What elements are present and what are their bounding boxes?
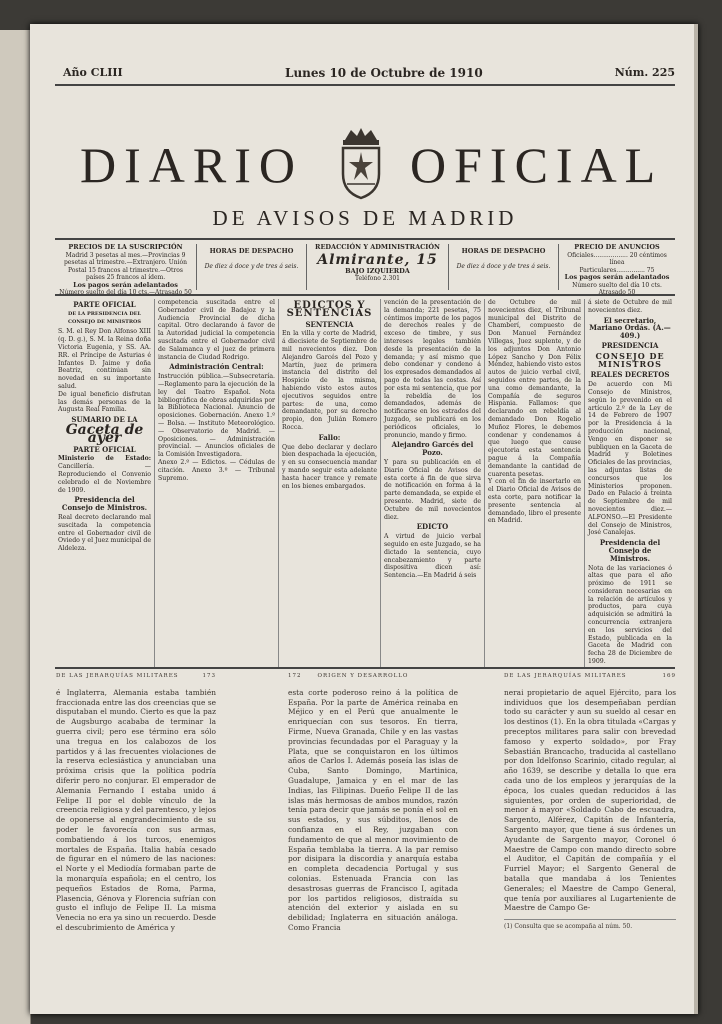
fallo-heading: Fallo: — [318, 432, 341, 442]
running-header: DE LAS JERARQUÍAS MILITARES — [56, 673, 179, 679]
judge-signature: Alejandro Garcés del Pozo. — [391, 440, 474, 458]
ads-box — [559, 243, 675, 296]
cancilleria-text: Cancillería. — Reproduciendo el Convenio celebrado el de Noviembre de 1909. — [58, 463, 151, 494]
editorial-address: Almirante, 15 — [317, 251, 438, 268]
subscription-box — [55, 243, 197, 296]
year-label: Año CLIII — [63, 66, 123, 79]
page-number: 172 — [288, 673, 302, 679]
edicto-text: A virtud de juicio verbal seguido en este Juzgado, se ha dictado la sentencia, cuyo encabezamiento y parte dispositiva dicen así: Sentencia.—En Madrid á seis — [384, 533, 481, 580]
fallo-text: Que debo declarar y declaro bien despachada la ejecución, y en su consecuencia mandar y mando seguir esta adelante hasta hacer trance y remate en los bienes embargados. — [282, 443, 377, 490]
presidencia-consejo-label: Presidencia del Consejo de Ministros. — [61, 495, 148, 513]
running-header: DE LAS JERARQUÍAS MILITARES — [504, 673, 627, 679]
nota-text: Nota de las variaciones ó altas que para el año próximo de 1911 se consideran necesarias en la relación de artículos y productos, para cuya adquisición se admitirá la concurrencia extranjera en los servicios del Estado, publicada en la Gaceta de Madrid con fecha 28 de Diciembre de 1909. — [588, 564, 672, 666]
left-page-edge — [0, 30, 31, 1024]
ministerio-estado-label: Ministerio de Estado: — [58, 455, 151, 463]
royal-family-text: De igual beneficio disfrutan las demás personas de la Augusta Real Familia. — [58, 390, 151, 414]
newspaper-subtitle: DE AVISOS DE MADRID — [212, 206, 518, 230]
page-number: 173 — [202, 673, 216, 679]
reales-decretos-heading: REALES DECRETOS — [590, 370, 670, 380]
competencia-text: competencia suscitada entre el Gobernador civil de Badajoz y la Audiencia Provincial de dicha capital. Otro declarando á favor de la Autoridad judicial la competencia suscitada entre el Gobernador civil de Salamanca y el juez de primera instancia de Ciudad Rodrigo. — [158, 299, 275, 361]
administracion-central-label: Administración Central: — [169, 362, 264, 372]
office-hours2-title: HORAS DE DESPACHO — [461, 247, 546, 255]
consejo-ministros-heading: CONSEJO DE MINISTROS — [595, 350, 665, 369]
column-2 — [155, 299, 279, 669]
newspaper-title — [55, 124, 675, 204]
page-number: 169 — [662, 673, 676, 679]
book-text: nerai propietario de aquel Ejército, para los individuos que los desempeñaban perdían todo su carácter y aun su sueldo al cesar en los destinos (1). En la obra titulada «Cargas y preceptos militares para salir con brevedad famoso y experto soldado», por Fray Sebastián Brancacho, traducida al castellano por don Idelfonso Scarinio, citado regular, al año 1639, se describe y detalla lo que era cada uno de los empleos y jerarquías de la época, los cuales quedan reducidos á las siguientes, por orden de superioridad, de menor á mayor «Soldado Cabo de escuadra, Sargento, Alférez, Capitán de Infantería, Sargento mayor, que tiene á sus órdenes un Ayudante de Sargento mayor, Coronel ó Maestre de Campo con mando directo sobre el Auditor, el Capitán de compañía y el Furriel Mayor; el Sargento General de batalla que mandaba á los Tenientes Generales; el Maestre de Campo General, que tenía por auxiliares al Lugarteniente de Maestre de Campo Ge- — [504, 687, 676, 913]
royal-health-text: S. M. el Rey Don Alfonso XIII (q. D. g.), S. M. la Reina doña Victoria Eugenia, y SS. AA. RR. el Príncipe de Asturias é Infantes D. Jaime y doña Beatriz, continúan sin novedad en su importante salud. — [58, 328, 151, 390]
editorial-box — [307, 244, 449, 290]
subscription-title: PRECIOS DE LA SUSCRIPCIÓN — [68, 243, 183, 251]
book-page-173 — [56, 672, 216, 972]
book-text: esta corte poderoso reino á la política de España. Por la parte de América reinaba en Méjico y en el Perú que anualmente le enriquecían con sus tesoros. En tierra, Firme, Nueva Granada, Chile y en las vastas provincias fecundadas por el Paraguay y la Plata, que se conquistaron en los últimos años de Carlos I. Además poseía las islas de Cuba, Santo Domingo, Martinica, Guadalupe, Jamaica y en el mar de las Indias, las Filipinas. Dueño Felipe II de las islas más hermosas de ambos mundos, razón tenía para decir que jamás se ponía el sol en sus estados, y sus súbditos, llenos de confianza en el Rey, juzgaban con fundamento de que al menor movimiento de España temblaba la tierra. A la par remiso por disipara la discordia y anarquía estaba en completa decadencia Portugal y sus colonias. Estenuada Francia con las desastrosas guerras de Francisco I, agitada por los partidos religiosos, distraída su atención del exterior y aislada en su debilidad; Inglaterra en situación análoga. Como Francia — [288, 687, 458, 932]
column-3 — [279, 299, 381, 669]
presidencia2-heading: Presidencia del Consejo de Ministros. — [599, 538, 661, 563]
ads-note: Los pagos serán adelantados — [564, 273, 670, 281]
gaceta-heading: Gaceta de ayer — [65, 421, 144, 446]
column-6 — [585, 299, 675, 669]
editorial-floor: BAJO IZQUIERDA — [345, 266, 410, 275]
editorial-title: REDACCIÓN Y ADMINISTRACIÓN — [315, 243, 440, 251]
fecha-text: á siete de Octubre de mil novecientos diez. — [588, 299, 672, 314]
bound-book-pages — [56, 672, 676, 972]
column-4 — [381, 299, 485, 669]
notificar-text: Y con el fin de insertarlo en el Diario Oficial de Avisos de esta corte, para notificar la presente sentencia al demandado, libro el presente en Madrid. — [488, 478, 581, 525]
book-page-header — [504, 672, 676, 682]
header-rule — [55, 84, 675, 86]
subscription-note: Los pagos serán adelantados — [73, 280, 178, 289]
sentencia-heading: SENTENCIA — [305, 319, 354, 329]
title-left-word: DIARIO — [80, 137, 303, 193]
book-page-header — [288, 672, 458, 682]
footnote: (1) Consulta que se acompaña al núm. 50. — [504, 919, 676, 932]
column-5 — [485, 299, 585, 669]
title-right-word: OFICIAL — [410, 137, 664, 193]
coat-of-arms-icon — [333, 126, 389, 200]
edicto-heading: EDICTO — [416, 522, 449, 532]
chamberi-text: de Octubre de mil novecientos diez, el Tribunal municipal del Distrito de Chamberí, compuesto de Don Manuel Fernández Villegas, Juez suplente, y de los adjuntos Don Antonio López Sancho y Don Félix Méndez, habiendo visto estos autos de juicio verbal civil, seguidos entre partes, de la una como demandante, la Compañía de seguros Hispania. Fallamos: que declarando en rebeldía al demandado Don Rogelio Muñoz Flores, le debemos condenar y condenamos á que luego que cause ejecutoria esta sentencia pague á la Compañía demandante la cantidad de cuarenta pesetas. — [488, 299, 581, 478]
body-bottom-rule — [55, 667, 675, 669]
ads-title: PRECIO DE ANUNCIOS — [574, 243, 660, 251]
office-hours2-text: De diez á doce y de tres á seis. — [456, 263, 551, 270]
real-decreto-text: Real decreto declarando mal suscitada la competencia entre el Gobernador civil de Oviedo y el Juez municipal de Aldeleza. — [58, 513, 151, 553]
presidencia-subheading: DE LA PRESIDENCIA DEL CONSEJO DE MINISTROS — [67, 310, 142, 325]
decreto-text: De acuerdo con Mi Consejo de Ministros, según lo prevenido en el artículo 2.º de la Ley de 14 de Febrero de 1907 por la Presidencia á la producción nacional, Vengo en disponer se publiquen en la Gaceta de Madrid y Boletines Oficiales de las provincias, las adjuntas listas de concursos que los Ministerios proponen. Dado en Palacio á treinta de Septiembre de mil novecientos diez.—ALFONSO.—El Presidente del Consejo de Ministros, José Canalejas. — [588, 381, 672, 537]
ads-official: Oficiales.................. 20 céntimos línea — [567, 251, 667, 266]
info-band — [55, 238, 675, 296]
office-hours2-box — [449, 244, 559, 290]
parte-oficial-subheading: PARTE OFICIAL — [73, 444, 136, 454]
issue-number: Núm. 225 — [614, 66, 675, 79]
sentencia-text: En la villa y corte de Madrid, á diecisiete de Septiembre de mil novecientos diez. Don Alejandro Garcés del Pozo y Martín, juez de primera instancia del distrito del Hospicio de la misma, habiendo visto estos autos ejecutivos seguidos entre partes: de una, como demandante, por su derecho propio, don Julián Romero Rocca. — [282, 330, 377, 431]
book-text: é Inglaterra, Alemania estaba también fraccionada entre las dos creencias que se disputaban el mundo. Cierto es que la paz de Augsburgo acababa de terminar la guerra civil; pero ese término era sólo una tregua en los calabozos de los partidos y á las frecuentes violaciones de la reserva eclesiástica y anunciaban una próxima crisis que la política podría diferir pero no conjurar. El emperador de Alemania Fernando I estaba unido á Felipe II por el doble vínculo de la creencia religiosa y del parentesco, y lejos de oponerse al engrandecimiento de su poder le favorecía con sus armas, combatiendo á los turcos, enemigos mortales de España. Italia había cesado de figurar en el número de las naciones: el Norte y el Mediodía formaban parte de la monarquía española; en el centro, los pequeños Estados de Roma, Parma, Plasencia, Génova y Florencia sufrían con gusto el influjo de Felipe II. La misma Venecia no era ya sino un recuerdo. Desde el descubrimiento de América y — [56, 687, 216, 932]
newspaper-body — [55, 299, 675, 669]
subscription-text: Madrid 3 pesetas al mes.—Provincias 9 pesetas al trimestre.—Extranjero. Unión Postal 15 francos al trimestre.—Otros países 25 francos al ídem. — [63, 251, 188, 281]
publicacion-text: Y para su publicación en el Diario Oficial de Avisos de esta corte á fin de que sirva de notificación en forma á la parte demandada, se expide el presente. Madrid, siete de Octubre de mil novecientos diez. — [384, 458, 481, 521]
demanda-text: vención de la presentación de la demanda; 221 pesetas, 75 céntimos importe de los pagos de derechos reales y de exceso de timbre, y sus intereses legales también desde la presentación de la demanda; y así mismo que debo condenar y condeno á los expresados demandados al pago de todas las costas. Así por esta mi sentencia, que por la rebeldía de los demandados, además de notificarse en los estrados del Juzgado, se publicará en los periódicos oficiales, lo pronuncio, mando y firmo. — [384, 299, 481, 439]
ads-private: Particulares............... 75 — [579, 266, 655, 274]
page-edge — [694, 24, 698, 1014]
sumario-heading: SUMARIO DE LA — [71, 415, 138, 425]
anexos-text: Anexo 2.º — Edictos. — Cédulas de citación. Anexo 3.º — Tribunal Supremo. — [158, 458, 275, 482]
column-1 — [55, 299, 155, 669]
book-page-172 — [288, 672, 458, 972]
office-hours-text: De diez á doce y de tres á seis. — [204, 263, 299, 270]
running-header: ORIGEN Y DESARROLLO — [317, 673, 409, 679]
parte-oficial-heading: PARTE OFICIAL — [73, 300, 136, 309]
presidencia-heading: PRESIDENCIA — [601, 340, 659, 350]
book-page-header — [56, 672, 216, 682]
secretario-signature: El secretario, Mariano Ordás. (A.—409.) — [589, 315, 671, 341]
date-label: Lunes 10 de Octubre de 1910 — [285, 66, 483, 80]
book-page-169 — [504, 672, 676, 972]
editorial-phone: Teléfono 2.301 — [355, 275, 400, 282]
subscription-note2: Número suelto del día 10 cts.—Atrasado 50 — [59, 289, 192, 296]
office-hours-title: HORAS DE DESPACHO — [209, 247, 294, 255]
edictos-heading: EDICTOS Y SENTENCIAS — [286, 300, 373, 319]
ads-note2: Número suelto del día 10 cts. Atrasado 50 — [572, 281, 662, 296]
office-hours-box — [197, 244, 307, 290]
instruccion-publica-text: Instrucción pública.—Subsecretaría.—Reglamento para la ejecución de la ley del Teatro Español. Nota bibliográfica de obras adquiridas por la Biblioteca Nacional. Anuncio de oposiciones. Gobernación. Anexo 1.º — Bolsa. — Instituto Meteorológico. — Observatorio de Madrid. — Oposiciones. — Administración provincial. — Anuncios oficiales de la Comisión Investigadora. — [158, 373, 275, 459]
